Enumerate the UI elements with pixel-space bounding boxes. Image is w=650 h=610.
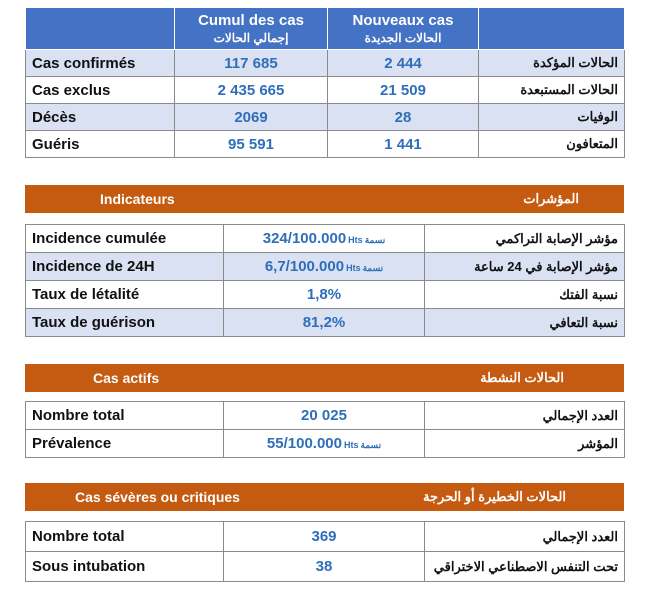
row-cumul-value: 2 435 665 <box>175 77 328 104</box>
row-value <box>224 253 425 281</box>
value-unit-fr: Hts <box>348 235 363 245</box>
header-cumul-ar: إجمالي الحالات <box>213 31 289 45</box>
header-nouveaux-fr: Nouveaux cas <box>352 12 454 29</box>
row-label-ar: المؤشر <box>425 430 625 458</box>
severe-title-ar: الحالات الخطيرة أو الحرجة <box>423 489 566 504</box>
value-number: 55/100.000 <box>266 435 342 452</box>
table-row <box>26 253 625 281</box>
row-value: 1,8% <box>224 281 425 309</box>
row-cumul-value: 2069 <box>175 104 328 131</box>
table-row <box>26 430 625 458</box>
row-value: 81,2% <box>224 309 425 337</box>
row-label-fr: Guéris <box>26 131 175 158</box>
indicators-title-fr: Indicateurs <box>100 191 175 207</box>
row-new-value: 28 <box>328 104 479 131</box>
row-new-value: 2 444 <box>328 50 479 77</box>
row-label-ar: الحالات المستبعدة <box>479 77 625 104</box>
active-title-ar: الحالات النشطة <box>480 370 564 385</box>
header-empty-cell <box>26 8 175 50</box>
row-new-value: 1 441 <box>328 131 479 158</box>
value-number: 324/100.000 <box>262 230 347 247</box>
table-row <box>26 131 625 158</box>
table-row <box>26 552 625 582</box>
table-row <box>26 281 625 309</box>
value-unit-ar: نسمة <box>360 440 382 450</box>
active-title-fr: Cas actifs <box>93 370 160 386</box>
header-empty-cell <box>479 8 625 50</box>
value-unit-ar: نسمة <box>364 235 386 245</box>
row-value <box>224 225 425 253</box>
row-label-ar: نسبة التعافي <box>425 309 625 337</box>
header-cumul <box>175 8 328 50</box>
row-label-fr: Cas confirmés <box>26 50 175 77</box>
row-label-ar: العدد الإجمالي <box>425 522 625 552</box>
header-nouveaux <box>328 8 479 50</box>
row-value: 38 <box>224 552 425 582</box>
table-row <box>26 522 625 552</box>
indicators-title-ar: المؤشرات <box>523 191 579 206</box>
indicators-section-bar <box>25 185 624 213</box>
value-unit-ar: نسمة <box>362 263 384 273</box>
row-label-fr: Nombre total <box>26 522 224 552</box>
row-label-ar: الوفيات <box>479 104 625 131</box>
row-label-fr: Sous intubation <box>26 552 224 582</box>
row-label-ar: مؤشر الإصابة في 24 ساعة <box>425 253 625 281</box>
row-label-ar: نسبة الفتك <box>425 281 625 309</box>
table-row <box>26 225 625 253</box>
row-label-ar: مؤشر الإصابة التراكمي <box>425 225 625 253</box>
row-value: 20 025 <box>224 402 425 430</box>
value-unit-fr: Hts <box>346 263 361 273</box>
row-value <box>224 430 425 458</box>
table-row <box>26 309 625 337</box>
table-row <box>26 104 625 131</box>
row-label-fr: Taux de létalité <box>26 281 224 309</box>
table-row <box>26 402 625 430</box>
row-label-fr: Taux de guérison <box>26 309 224 337</box>
table-row <box>26 77 625 104</box>
cases-header-row <box>26 8 625 50</box>
severe-title-fr: Cas sévères ou critiques <box>75 489 240 505</box>
row-value: 369 <box>224 522 425 552</box>
value-number: 6,7/100.000 <box>264 258 345 275</box>
indicators-table <box>25 224 624 337</box>
severe-table <box>25 521 624 582</box>
row-label-fr: Prévalence <box>26 430 224 458</box>
table-row <box>26 50 625 77</box>
header-cumul-fr: Cumul des cas <box>198 12 304 29</box>
row-label-ar: العدد الإجمالي <box>425 402 625 430</box>
row-cumul-value: 95 591 <box>175 131 328 158</box>
cases-table <box>25 7 624 158</box>
active-table <box>25 401 624 458</box>
row-label-fr: Incidence cumulée <box>26 225 224 253</box>
row-label-fr: Décès <box>26 104 175 131</box>
active-section-bar <box>25 364 624 392</box>
row-new-value: 21 509 <box>328 77 479 104</box>
row-label-ar: الحالات المؤكدة <box>479 50 625 77</box>
row-label-ar: المتعافون <box>479 131 625 158</box>
severe-section-bar <box>25 483 624 511</box>
row-label-fr: Cas exclus <box>26 77 175 104</box>
value-unit-fr: Hts <box>344 440 359 450</box>
row-cumul-value: 117 685 <box>175 50 328 77</box>
row-label-ar: تحت التنفس الاصطناعي الاختراقي <box>425 552 625 582</box>
row-label-fr: Nombre total <box>26 402 224 430</box>
header-nouveaux-ar: الحالات الجديدة <box>364 31 442 45</box>
row-label-fr: Incidence de 24H <box>26 253 224 281</box>
